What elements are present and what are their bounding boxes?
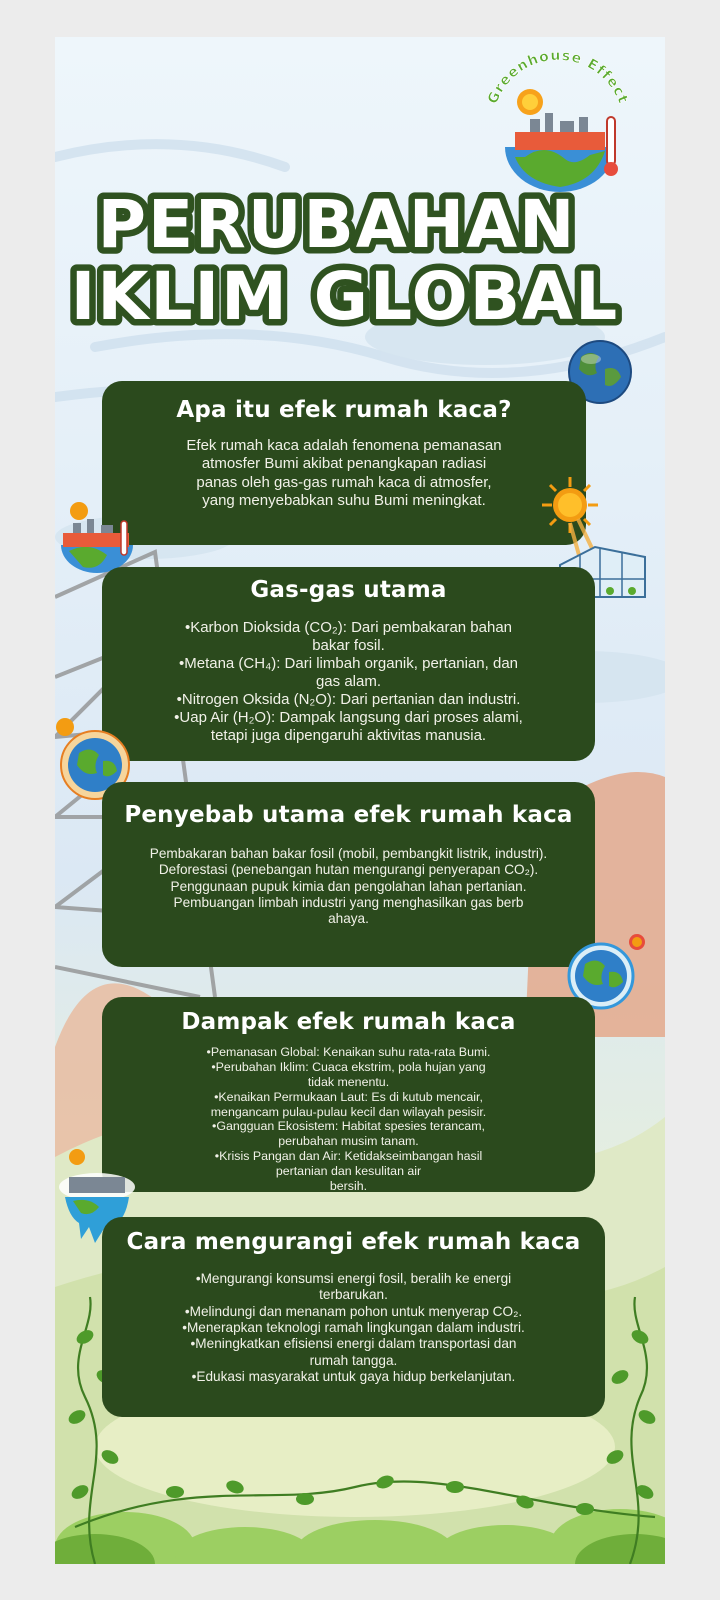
- title-line-1: PERUBAHAN: [97, 186, 577, 263]
- card-line: tidak menentu.: [307, 1074, 390, 1089]
- card-line: Deforestasi (penebangan hutan mengurangi penyerapan CO₂).: [158, 862, 539, 878]
- card-impacts: [102, 997, 595, 1192]
- card-line: perubahan musim tanam.: [278, 1134, 419, 1149]
- card-line: pertanian dan kesulitan air: [275, 1164, 422, 1178]
- card-line: panas oleh gas-gas rumah kaca di atmosfer,: [196, 473, 492, 491]
- card-heading: Dampak efek rumah kaca: [181, 1009, 516, 1035]
- card-line: •Uap Air (H₂O): Dampak langsung dari proses alami,: [174, 709, 523, 726]
- card-body: [102, 1271, 605, 1385]
- card-line: gas alam.: [315, 673, 382, 690]
- card-line: •Menerapkan teknologi ramah lingkungan dalam industri.: [182, 1319, 525, 1335]
- title-line-2: IKLIM GLOBAL: [70, 258, 620, 335]
- card-main-gases: [102, 567, 595, 761]
- card-line: Efek rumah kaca adalah fenomena pemanasan: [186, 437, 502, 454]
- card-line: Pembakaran bahan bakar fosil (mobil, pembangkit listrik, industri).: [149, 846, 548, 861]
- card-line: ahaya.: [328, 911, 369, 927]
- card-heading: Cara mengurangi efek rumah kaca: [126, 1229, 581, 1255]
- infographic-poster: [55, 37, 665, 1564]
- card-body: [102, 619, 595, 745]
- card-line: Pembuangan limbah industri yang menghasilkan gas berb: [173, 894, 524, 910]
- card-line: •Perubahan Iklim: Cuaca ekstrim, pola hujan yang: [211, 1059, 486, 1074]
- card-line: •Nitrogen Oksida (N₂O): Dari pertanian dan industri.: [176, 691, 521, 708]
- card-line: •Melindungi dan menanam pohon untuk menyerap CO₂.: [184, 1303, 523, 1319]
- badge-text: Greenhouse Effect: [484, 47, 632, 107]
- card-line: rumah tangga.: [309, 1352, 398, 1368]
- card-line: Penggunaan pupuk kimia dan pengolahan lahan pertanian.: [170, 878, 527, 894]
- card-heading: Penyebab utama efek rumah kaca: [124, 802, 573, 828]
- card-what-is-greenhouse-effect: [102, 381, 586, 545]
- card-line: atmosfer Bumi akibat penangkapan radiasi: [201, 455, 487, 473]
- card-line: •Krisis Pangan dan Air: Ketidakseimbangan hasil: [214, 1149, 483, 1164]
- card-heading: Apa itu efek rumah kaca?: [176, 397, 512, 423]
- card-line: mengancam pulau-pulau kecil dan wilayah pesisir.: [210, 1104, 487, 1119]
- card-main-causes: [102, 782, 595, 967]
- card-line: bersih.: [329, 1178, 368, 1193]
- card-line: •Kenaikan Permukaan Laut: Es di kutub mencair,: [214, 1089, 483, 1104]
- card-body: [102, 846, 595, 928]
- card-body: [102, 1045, 595, 1194]
- card-heading: Gas-gas utama: [250, 577, 447, 603]
- card-line: •Mengurangi konsumsi energi fosil, beralih ke energi: [195, 1271, 512, 1286]
- greenhouse-scene-icon: [55, 497, 137, 575]
- card-body: [102, 437, 586, 510]
- card-line: bakar fosil.: [312, 637, 385, 654]
- card-line: terbarukan.: [319, 1287, 388, 1303]
- card-line: •Pemanasan Global: Kenaikan suhu rata-rata Bumi.: [206, 1045, 491, 1059]
- card-line: •Meningkatkan efisiensi energi dalam transportasi dan: [190, 1336, 517, 1352]
- card-reduction-methods: [102, 1217, 605, 1417]
- card-line: •Gangguan Ekosistem: Habitat spesies terancam,: [212, 1119, 485, 1134]
- card-line: •Karbon Dioksida (CO₂): Dari pembakaran bahan: [184, 619, 513, 636]
- card-line: tetapi juga dipengaruhi aktivitas manusia.: [210, 727, 487, 744]
- card-line: yang menyebabkan suhu Bumi meningkat.: [202, 491, 486, 509]
- card-line: •Edukasi masyarakat untuk gaya hidup berkelanjutan.: [191, 1368, 516, 1384]
- card-line: •Metana (CH₄): Dari limbah organik, pertanian, dan: [178, 655, 519, 672]
